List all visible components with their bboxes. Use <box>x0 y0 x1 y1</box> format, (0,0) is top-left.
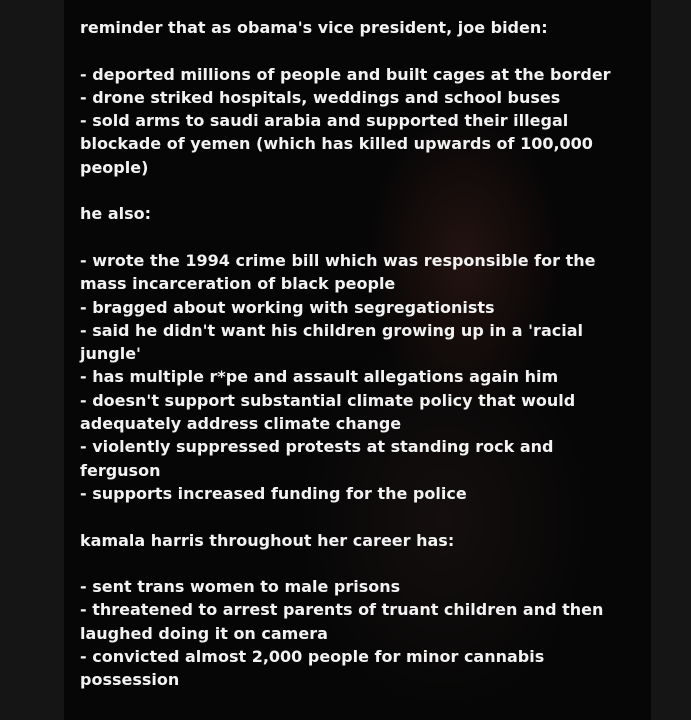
text-line: - sent trans women to male prisons <box>80 577 401 597</box>
text-line: mass incarceration of black people <box>80 274 396 294</box>
spacer <box>80 39 640 62</box>
text-line: - drone striked hospitals, weddings and school buses <box>80 87 561 107</box>
text-line: - sold arms to saudi arabia and supported their illegal <box>80 111 569 131</box>
heading-line: reminder that as obama's vice president, joe biden: <box>80 18 548 37</box>
text-line: possession <box>80 670 180 690</box>
text-line: - doesn't support substantial climate policy that would <box>80 390 576 410</box>
text-line: - violently suppressed protests at standing rock and <box>80 437 554 457</box>
spacer <box>80 179 640 202</box>
spacer <box>80 505 640 528</box>
text-line: - said he didn't want his children growing up in a 'racial <box>80 320 583 340</box>
text-line: - supports increased funding for the police <box>80 483 467 503</box>
text-line: - convicted almost 2,000 people for minor cannabis <box>80 647 545 667</box>
spacer <box>80 552 640 575</box>
text-line: jungle' <box>80 344 141 364</box>
text-line: - threatened to arrest parents of truant children and then <box>80 600 604 620</box>
right-border <box>651 0 691 720</box>
story-text <box>80 16 640 692</box>
spacer <box>80 226 640 249</box>
text-line: adequately address climate change <box>80 414 402 434</box>
section-heading: kamala harris throughout her career has: <box>80 530 455 550</box>
text-line: people) <box>80 157 149 177</box>
section-heading: he also: <box>80 204 152 224</box>
text-line: laughed doing it on camera <box>80 623 328 643</box>
left-border <box>0 0 64 720</box>
text-line: ferguson <box>80 460 161 480</box>
text-line: - bragged about working with segregationists <box>80 297 495 317</box>
text-line: - wrote the 1994 crime bill which was responsible for the <box>80 250 596 270</box>
text-line: - deported millions of people and built cages at the border <box>80 64 611 84</box>
text-line: - has multiple r*pe and assault allegations again him <box>80 367 559 387</box>
text-line: blockade of yemen (which has killed upwards of 100,000 <box>80 134 593 154</box>
